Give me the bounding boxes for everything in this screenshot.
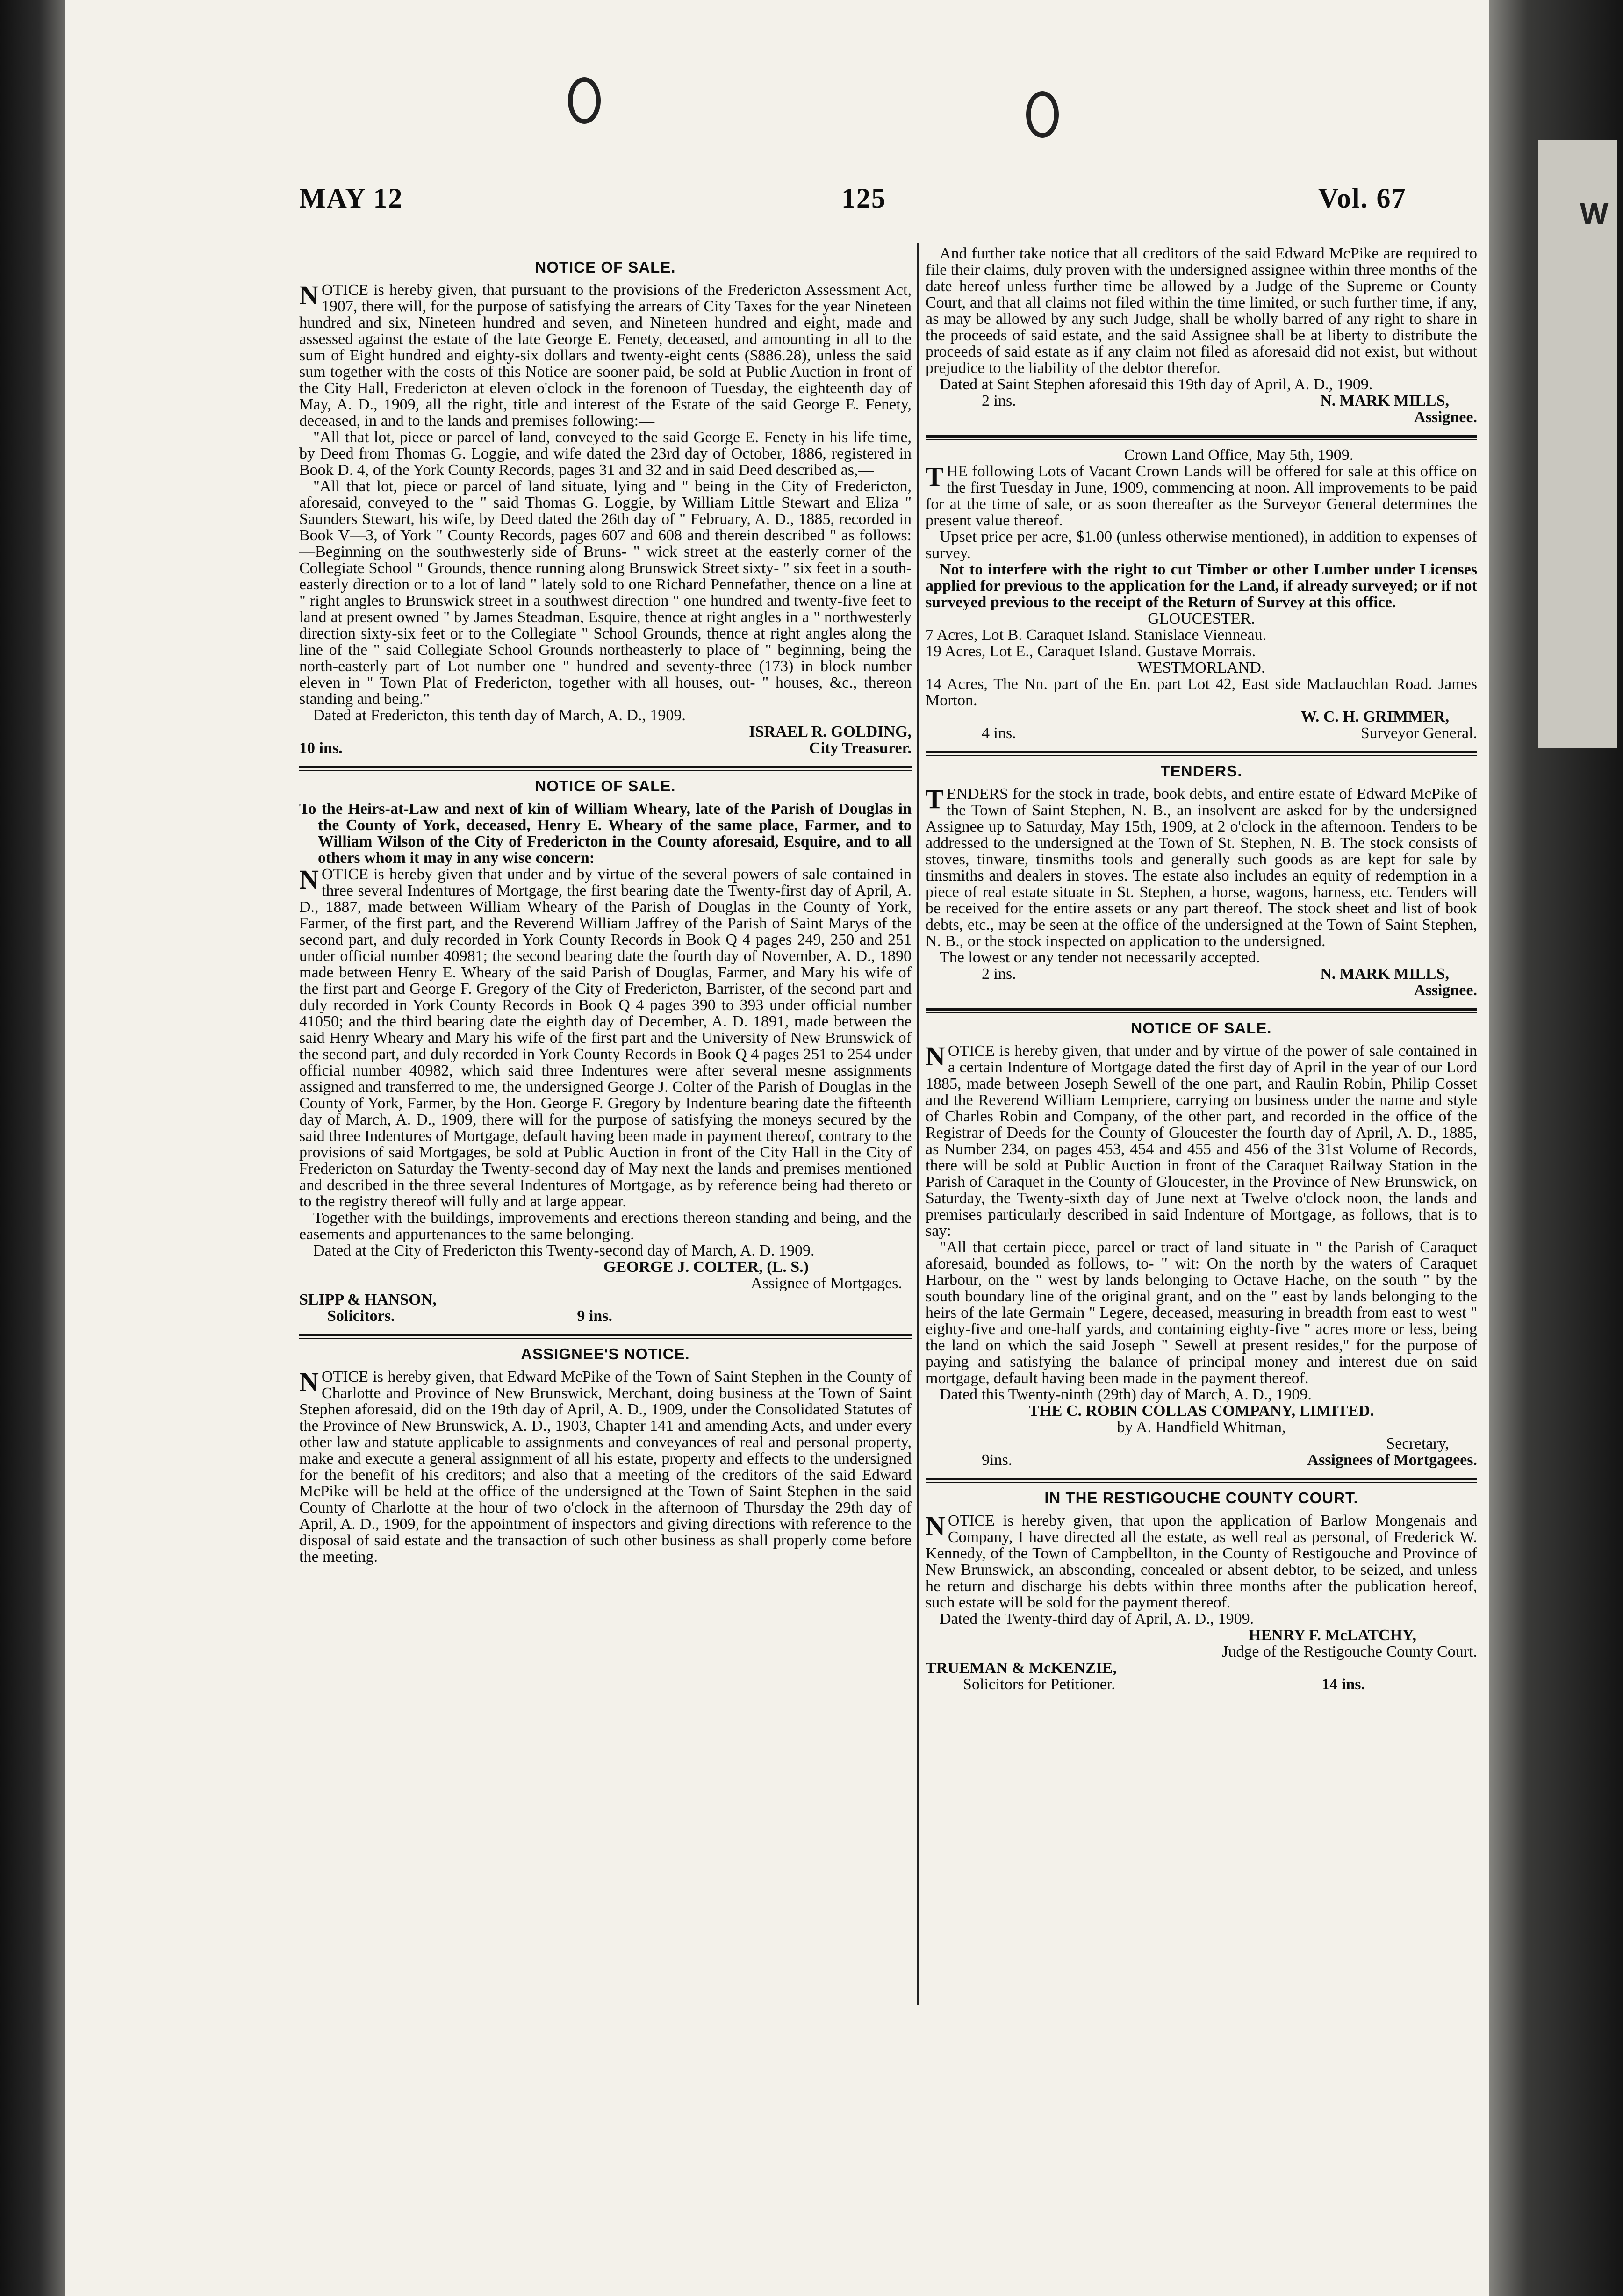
insertion-count: 2 ins. (982, 965, 1016, 983)
signer-role: Assignee of Mortgages. (751, 1275, 902, 1292)
lot-entry: 19 Acres, Lot E., Caraquet Island. Gustave Morrais. (926, 643, 1256, 660)
notice-title: NOTICE OF SALE. (1131, 1019, 1272, 1037)
notice-paragraph: "All that lot, piece or parcel of land, conveyed to the said George E. Fenety in his life time, by Deed from Thomas G. Loggie, and wife dated the 23rd day of October, 1886, registered in Book D. 4, of the York County Records, pages 31 and 32 and in said Deed described as,— (299, 429, 912, 479)
notice-body (299, 282, 912, 429)
section-rule (926, 751, 1477, 756)
notice-text: OTICE is hereby given that under and by virtue of the several powers of sale contained in three several Indentures of Mortgage, the first bearing date the Twenty-first day of April, A. D., 1887, made between William Wheary of the Parish of Douglas in the County of York, Farmer, of the first part, and the Reverend William Jaffrey of the Parish of Saint Marys of the second part, and duly recorded in York County Records in Book Q 4 pages 249, 250 and 251 under official number 40981; the second bearing date the fourth day of November, A. D., 1890 made between Henry E. Wheary of the said Parish of Douglas, Farmer, and Mary his wife of the first part and George F. Gregory of the City of Fredericton, Barrister, of the second part and duly recorded in York County Records in Book Q 4 pages 390 to 393 under official number 41050; and the third bearing date the eighth day of December, A. D. 1891, made between the said Henry Wheary and Mary his wife of the first part and the University of New Brunswick of the second part, and duly recorded in York County Records in Book Q 4 pages 251 to 254 under official number 40982, which said three Indentures were after several mesne assignments assigned and transferred to me, the undersigned George J. Colter of the Parish of Douglas in the County of York, Farmer, by the Hon. George F. Gregory by Indenture bearing date the fifteenth day of March, A. D., 1909, there will for the purpose of satisfying the moneys secured by the said three Indentures of Mortgage, default having been made in payment thereof, contrary to the provisions of said Mortgages, be sold at Public Auction in front of the City Hall in the City of Fredericton on Saturday the Twenty-second day of May next the lands and premises mentioned and described in the three several Indentures of Mortgage, as by reference being had thereto or to the registry thereof will fully and at large appear. (299, 866, 912, 1210)
notice-body (926, 786, 1477, 949)
notice-paragraph: The lowest or any tender not necessarily accepted. (940, 949, 1260, 966)
lot-entry: 7 Acres, Lot B. Caraquet Island. Stanislace Vienneau. (926, 626, 1267, 644)
notice-title: NOTICE OF SALE. (535, 258, 676, 276)
header-page-number: 125 (841, 183, 886, 214)
notice-paragraph: Not to interfere with the right to cut Timber or other Lumber under Licenses applied for previous to the application for the Land, if already surveyed; or if not surveyed previous to the receipt of the Return of Survey at this office. (926, 561, 1477, 611)
column-divider (917, 243, 919, 2005)
notice-title: NOTICE OF SALE. (535, 777, 676, 795)
county-heading: GLOUCESTER. (1148, 610, 1255, 627)
signer-name: N. MARK MILLS, (1320, 392, 1449, 409)
notice-dated: Dated at the City of Fredericton this Twenty-second day of March, A. D. 1909. (313, 1242, 815, 1259)
solicitors-name: SLIPP & HANSON, (299, 1291, 437, 1308)
signer-role: City Treasurer. (809, 739, 912, 757)
insertion-count: 14 ins. (1321, 1676, 1365, 1693)
solicitors-footer (926, 1676, 1477, 1693)
signer-name: N. MARK MILLS, (1320, 965, 1449, 983)
signer-title: Secretary, (1386, 1435, 1449, 1452)
header-date: MAY 12 (299, 183, 403, 214)
signature-footer (926, 725, 1477, 741)
solicitors-role: Solicitors. (327, 1307, 395, 1325)
drop-cap: N (299, 1367, 319, 1397)
notice-text: ENDERS for the stock in trade, book debts, and entire estate of Edward McPike of the Town of Saint Stephen, N. B., an insolvent are asked for by the undersigned Assignee up to Saturday, May 15th, 1909, at 2 o'clock in the afternoon. Tenders to be addressed to the undersigned at the Town of St. Stephen, N. B. The stock consists of stoves, tinware, tinsmiths tools and generally such goods as are kept for sale by tinsmiths and dealers in stoves. The estate also includes an equity of redemption in a piece of real estate situate in St. Stephen, a horse, wagons, harness, etc. Tenders will be received for the entire assets or any part thereof. The stock sheet and list of book debts, etc., may be seen at the office of the undersigned at the Town of Saint Stephen, N. B., or the stock inspected on application to the undersigned. (926, 785, 1477, 950)
drop-cap: N (926, 1511, 945, 1541)
notice-title: IN THE RESTIGOUCHE COUNTY COURT. (1044, 1489, 1358, 1507)
notice-dated: Dated at Fredericton, this tenth day of March, A. D., 1909. (313, 707, 686, 724)
signer-role: Assignees of Mortgagees. (1307, 1451, 1477, 1469)
notice-address: To the Heirs-at-Law and next of kin of William Wheary, late of the Parish of Douglas in the County of York, deceased, Henry E. Wheary of the same place, Farmer, and to William Wilson of the City of Fredericton in the County aforesaid, Esquire, and to all others whom it may in any wise concern: (299, 800, 912, 867)
notice-paragraph: "All that certain piece, parcel or tract of land situate in " the Parish of Caraquet aforesaid, bounded as follows, to- " wit: On the north by the waters of Caraquet Harbour, on the " west by lands belonging to Octave Hache, on the south " by the south boundary line of the original grant, and on the " east by lands belonging to the heirs of the late Germain " Legere, deceased, measuring in breadth from east to west " eighty-five and one-half yards, and containing eighty-five " acres more or less, being the land on which the said Joseph " Sewell at present resides," for the purpose of paying and satisfying the balance of principal money and interest due on said mortgage, default having been made in the payment thereof. (926, 1239, 1477, 1387)
notice-text: OTICE is hereby given, that under and by virtue of the power of sale contained in a certain Indenture of Mortgage dated the first day of April in the year of our Lord 1885, made between Joseph Sewell of the one part, and Raulin Robin, Philip Cosset and the Reverend William Lempriere, carrying on business under the name and style of Charles Robin and Company, of the other part, and recorded in the office of the Registrar of Deeds for the County of Gloucester the fourth day of April, A. D., 1885, as Number 234, on pages 453, 454 and 455 and 456 of the 31st Volume of Records, there will be sold at Public Auction in front of the Caraquet Railway Station in the Parish of Caraquet in the County of Gloucester, in the Province of New Brunswick, on Saturday, the Twenty-sixth day of June next at Twelve o'clock noon, the lands and premises particularly described in said Indenture of Mortgage, as follows, that is to say: (926, 1042, 1477, 1240)
section-rule (299, 1334, 912, 1339)
notice-title: ASSIGNEE'S NOTICE. (521, 1345, 690, 1363)
signer-role: Assignee. (1414, 409, 1477, 426)
notice-text: OTICE is hereby given, that pursuant to the provisions of the Fredericton Assessment Act, 1907, there will, for the purpose of satisfying the arrears of City Taxes for the year Nineteen hundred and six, Nineteen hundred and seven, and Nineteen hundred and eight, made and assessed against the estate of the late George E. Fenety, deceased, and amounting in all to the sum of Eight hundred and eighty-six dollars and twenty-eight cents ($886.28), unless the said sum together with the costs of this Notice are sooner paid, be sold at Public Auction in front of the City Hall, Fredericton at eleven o'clock in the forenoon of Tuesday, the eighteenth day of May, A. D., 1909, all the right, title and interest of the Estate of the said George E. Fenety, deceased, in and to the lands and premises following:— (299, 281, 912, 430)
lot-entry: 14 Acres, The Nn. part of the En. part Lot 42, East side Maclauchlan Road. James Morton. (926, 675, 1477, 709)
notice-body (926, 1043, 1477, 1239)
notice-text: OTICE is hereby given, that Edward McPike of the Town of Saint Stephen in the County of Charlotte and Province of New Brunswick, Merchant, doing business at the Town of Saint Stephen aforesaid, did on the 19th day of April, A. D., 1909, under the Consolidated Statutes of the Province of New Brunswick, A. D., 1903, Chapter 141 and amending Acts, and under every other law and statute applicable to assignments and conveyances of real and personal property, make and execute a general assignment of all his estate, property and effects to the undersigned for the benefit of his creditors; and also that a meeting of the creditors of the said Edward McPike will be held at the office of the undersigned at the Town of Saint Stephen in the said County of Charlotte at the hour of two o'clock in the afternoon of Thursday the 29th day of April, A. D., 1909, for the appointment of inspectors and giving directions with reference to the disposal of said estate and the transaction of such other business as shall properly come before the meeting. (299, 1368, 912, 1565)
binding-hole-right (1026, 91, 1059, 138)
adjacent-page-letter: W (1580, 197, 1609, 230)
drop-cap: T (926, 784, 944, 814)
left-column (299, 252, 912, 1565)
notice-paragraph: Upset price per acre, $1.00 (unless otherwise mentioned), in addition to expenses of survey. (926, 528, 1477, 562)
solicitors-role: Solicitors for Petitioner. (963, 1676, 1115, 1693)
header-volume: Vol. 67 (1318, 183, 1407, 214)
solicitors-footer (299, 1308, 912, 1324)
notice-paragraph: "All that lot, piece or parcel of land situate, lying and " being in the City of Fredericton, aforesaid, conveyed to the " said Thomas G. Loggie, by William Little Stewart and Eliza " Saunders Stewart, his wife, by Deed dated the 26th day of " February, A. D., 1885, recorded in Book V—3, of York " County Records, pages 607 and 608 and therein described " as follows:—Beginning on the southwesterly side of Bruns- " wick street at the easterly corner of the Collegiate School " Grounds, thence running along Brunswick Street sixty- " six feet in a south-easterly direction or to a lot of land " lately sold to one Richard Pennefather, thence on a line at " right angles to Brunswick street in a southwest direction " one hundred and twenty-five feet to land at present owned " by James Steadman, Esquire, thence at right angles in a " northwesterly direction sixty-six feet or to the Collegiate " School Grounds, thence at right angles along the line of the " said Collegiate School Grounds northeasterly to place of " beginning, being the north-easterly part of Lot number one " hundred and seventy-three (173) in block number eleven in " Town Plat of Fredericton, together with all houses, out- " houses, &c., thereon standing and being." (299, 478, 912, 708)
notice-body (926, 1513, 1477, 1611)
drop-cap: N (926, 1041, 945, 1071)
notice-paragraph: And further take notice that all creditors of the said Edward McPike are required to file their claims, duly proven with the undersigned assignee within three months of the date hereof unless further time be allowed by a Judge of the Supreme or County Court, and that all claims not filed within the time limited, or such further time, if any, as may be allowed by any such Judge, shall be wholly barred of any right to share in the proceeds of said estate, and the said Assignee shall be at liberty to distribute the proceeds of said estate as if any claim not filed as aforesaid did not exist, but without prejudice to the liability of the debtor therefor. (926, 245, 1477, 377)
signer-name: W. C. H. GRIMMER, (1300, 708, 1449, 725)
signed-by: by A. Handfield Whitman, (1117, 1419, 1286, 1436)
notice-paragraph: Together with the buildings, improvements and erections thereon standing and being, and the easements and appurtenances to the same belonging. (299, 1209, 912, 1243)
notice-title: TENDERS. (1160, 762, 1242, 780)
binding-hole-left (568, 77, 601, 124)
adjacent-page-strip (1538, 140, 1617, 748)
notice-text: HE following Lots of Vacant Crown Lands will be offered for sale at this office on the first Tuesday in June, 1909, commencing at noon. All improvements to be paid for at the time of sale, or as soon thereafter as the Surveyor General determines the present value thereof. (926, 463, 1477, 529)
notice-text: OTICE is hereby given, that upon the application of Barlow Mongenais and Company, I have directed all the estate, as well real as personal, of Frederick W. Kennedy, of the Town of Campbellton, in the County of Restigouche and Province of New Brunswick, an absconding, concealed or absent debtor, to be seized, and unless he return and discharge his debts within three months after the publication hereof, such estate will be sold for the payment thereof. (926, 1512, 1477, 1611)
book-left-edge (0, 0, 65, 2296)
right-column (926, 245, 1477, 1693)
insertion-count: 10 ins. (299, 739, 343, 757)
drop-cap: N (299, 864, 319, 895)
signer-name: GEORGE J. COLTER, (L. S.) (603, 1258, 809, 1276)
county-heading: WESTMORLAND. (1137, 659, 1265, 676)
insertion-count: 4 ins. (982, 725, 1016, 742)
notice-body (299, 866, 912, 1210)
notice-body (926, 463, 1477, 529)
section-rule (299, 766, 912, 771)
signature-footer (926, 966, 1477, 982)
drop-cap: N (299, 280, 319, 310)
insertion-count: 9 ins. (577, 1307, 612, 1325)
notice-body (299, 1369, 912, 1565)
section-rule (926, 1008, 1477, 1013)
solicitors-name: TRUEMAN & McKENZIE, (926, 1659, 1117, 1677)
signer-role: Judge of the Restigouche County Court. (1222, 1643, 1477, 1660)
crown-office-line: Crown Land Office, May 5th, 1909. (1124, 446, 1354, 464)
notice-dated: Dated at Saint Stephen aforesaid this 19th day of April, A. D., 1909. (940, 376, 1373, 393)
notice-dated: Dated the Twenty-third day of April, A. D., 1909. (940, 1610, 1254, 1628)
section-rule (926, 1478, 1477, 1483)
company-name: THE C. ROBIN COLLAS COMPANY, LIMITED. (1028, 1402, 1374, 1420)
drop-cap: T (926, 461, 944, 492)
signer-name: HENRY F. McLATCHY, (1249, 1627, 1416, 1644)
signer-name: ISRAEL R. GOLDING, (749, 723, 912, 740)
notice-dated: Dated this Twenty-ninth (29th) day of March, A. D., 1909. (940, 1386, 1312, 1403)
gazette-page (65, 0, 1489, 2296)
signer-role: Surveyor General. (1360, 725, 1477, 742)
insertion-count: 9ins. (982, 1451, 1013, 1469)
signature-footer (299, 740, 912, 756)
signer-role: Assignee. (1414, 982, 1477, 999)
section-rule (926, 435, 1477, 440)
signature-footer (926, 393, 1477, 409)
signature-footer (926, 1452, 1477, 1468)
insertion-count: 2 ins. (982, 392, 1016, 409)
